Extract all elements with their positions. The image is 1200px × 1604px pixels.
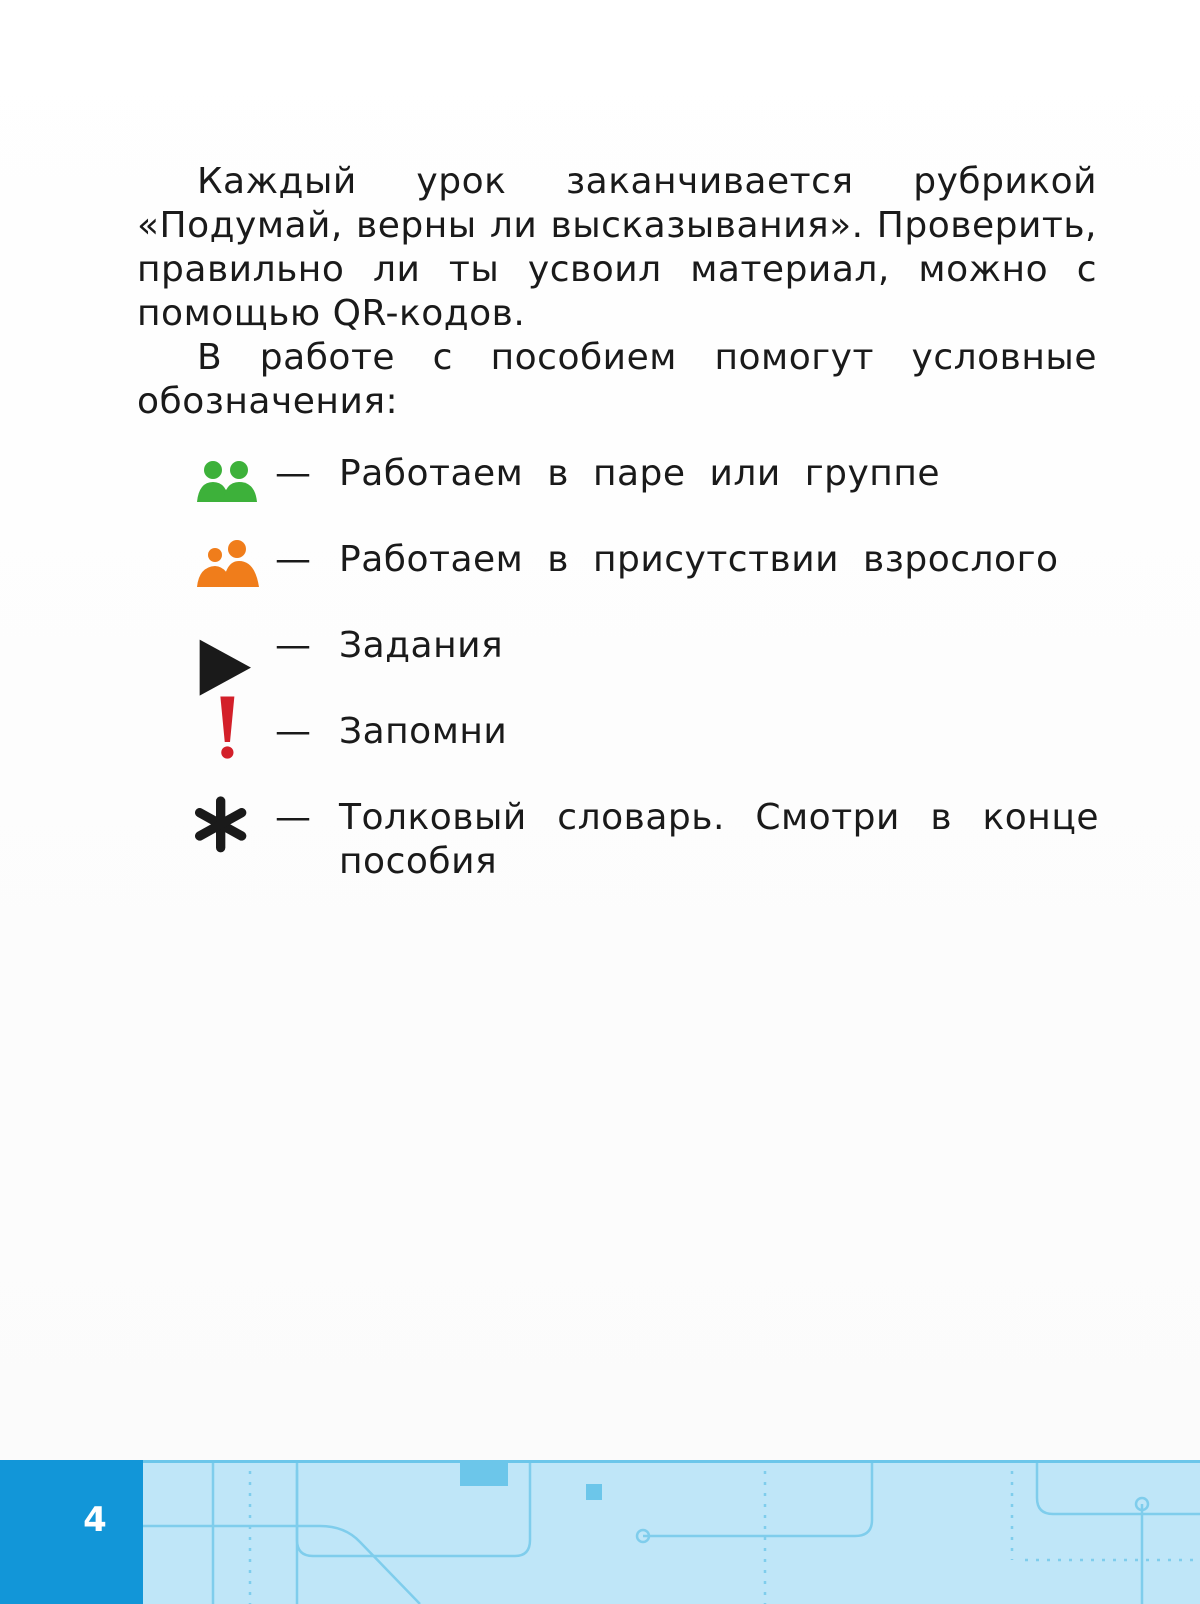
- adult-presence-icon: [195, 530, 265, 600]
- legend-dash: —: [275, 711, 311, 752]
- footer-top-line: [0, 1460, 1200, 1463]
- intro-paragraph-2: В работе с пособием помогут условные обозначения:: [137, 337, 1097, 422]
- asterisk-icon: [195, 794, 265, 864]
- legend-dash: —: [275, 453, 311, 494]
- legend-item-dictionary: [195, 794, 1100, 894]
- legend-text-tasks: Задания: [339, 625, 504, 666]
- legend-text-pair: Работаем в паре или группе: [339, 453, 941, 494]
- legend-dash: —: [275, 625, 311, 666]
- exclamation-icon: [195, 693, 265, 763]
- legend-text-adult: Работаем в присутствии взрослого: [339, 539, 1059, 580]
- intro-text: [137, 160, 1097, 424]
- pair-group-icon: [195, 450, 265, 520]
- legend-item-pair: [195, 450, 1100, 510]
- page-number: 4: [83, 1500, 107, 1540]
- page-number-box: [0, 1460, 143, 1604]
- footer-band: [0, 1460, 1200, 1604]
- legend-text-remember: Запомни: [339, 711, 508, 752]
- intro-paragraph-1: Каждый урок заканчивается рубрикой «Подумай, верны ли высказывания». Проверить, правильно ли ты усвоил материал, можно с помощью QR-кодов.: [137, 161, 1097, 334]
- legend-text-dictionary: Толковый словарь. Смотри в конце пособия: [339, 797, 1099, 882]
- legend-item-remember: [195, 708, 1100, 768]
- legend-item-tasks: [195, 622, 1100, 682]
- legend-dash: —: [275, 797, 311, 838]
- legend-dash: —: [275, 539, 311, 580]
- legend-item-adult: [195, 536, 1100, 596]
